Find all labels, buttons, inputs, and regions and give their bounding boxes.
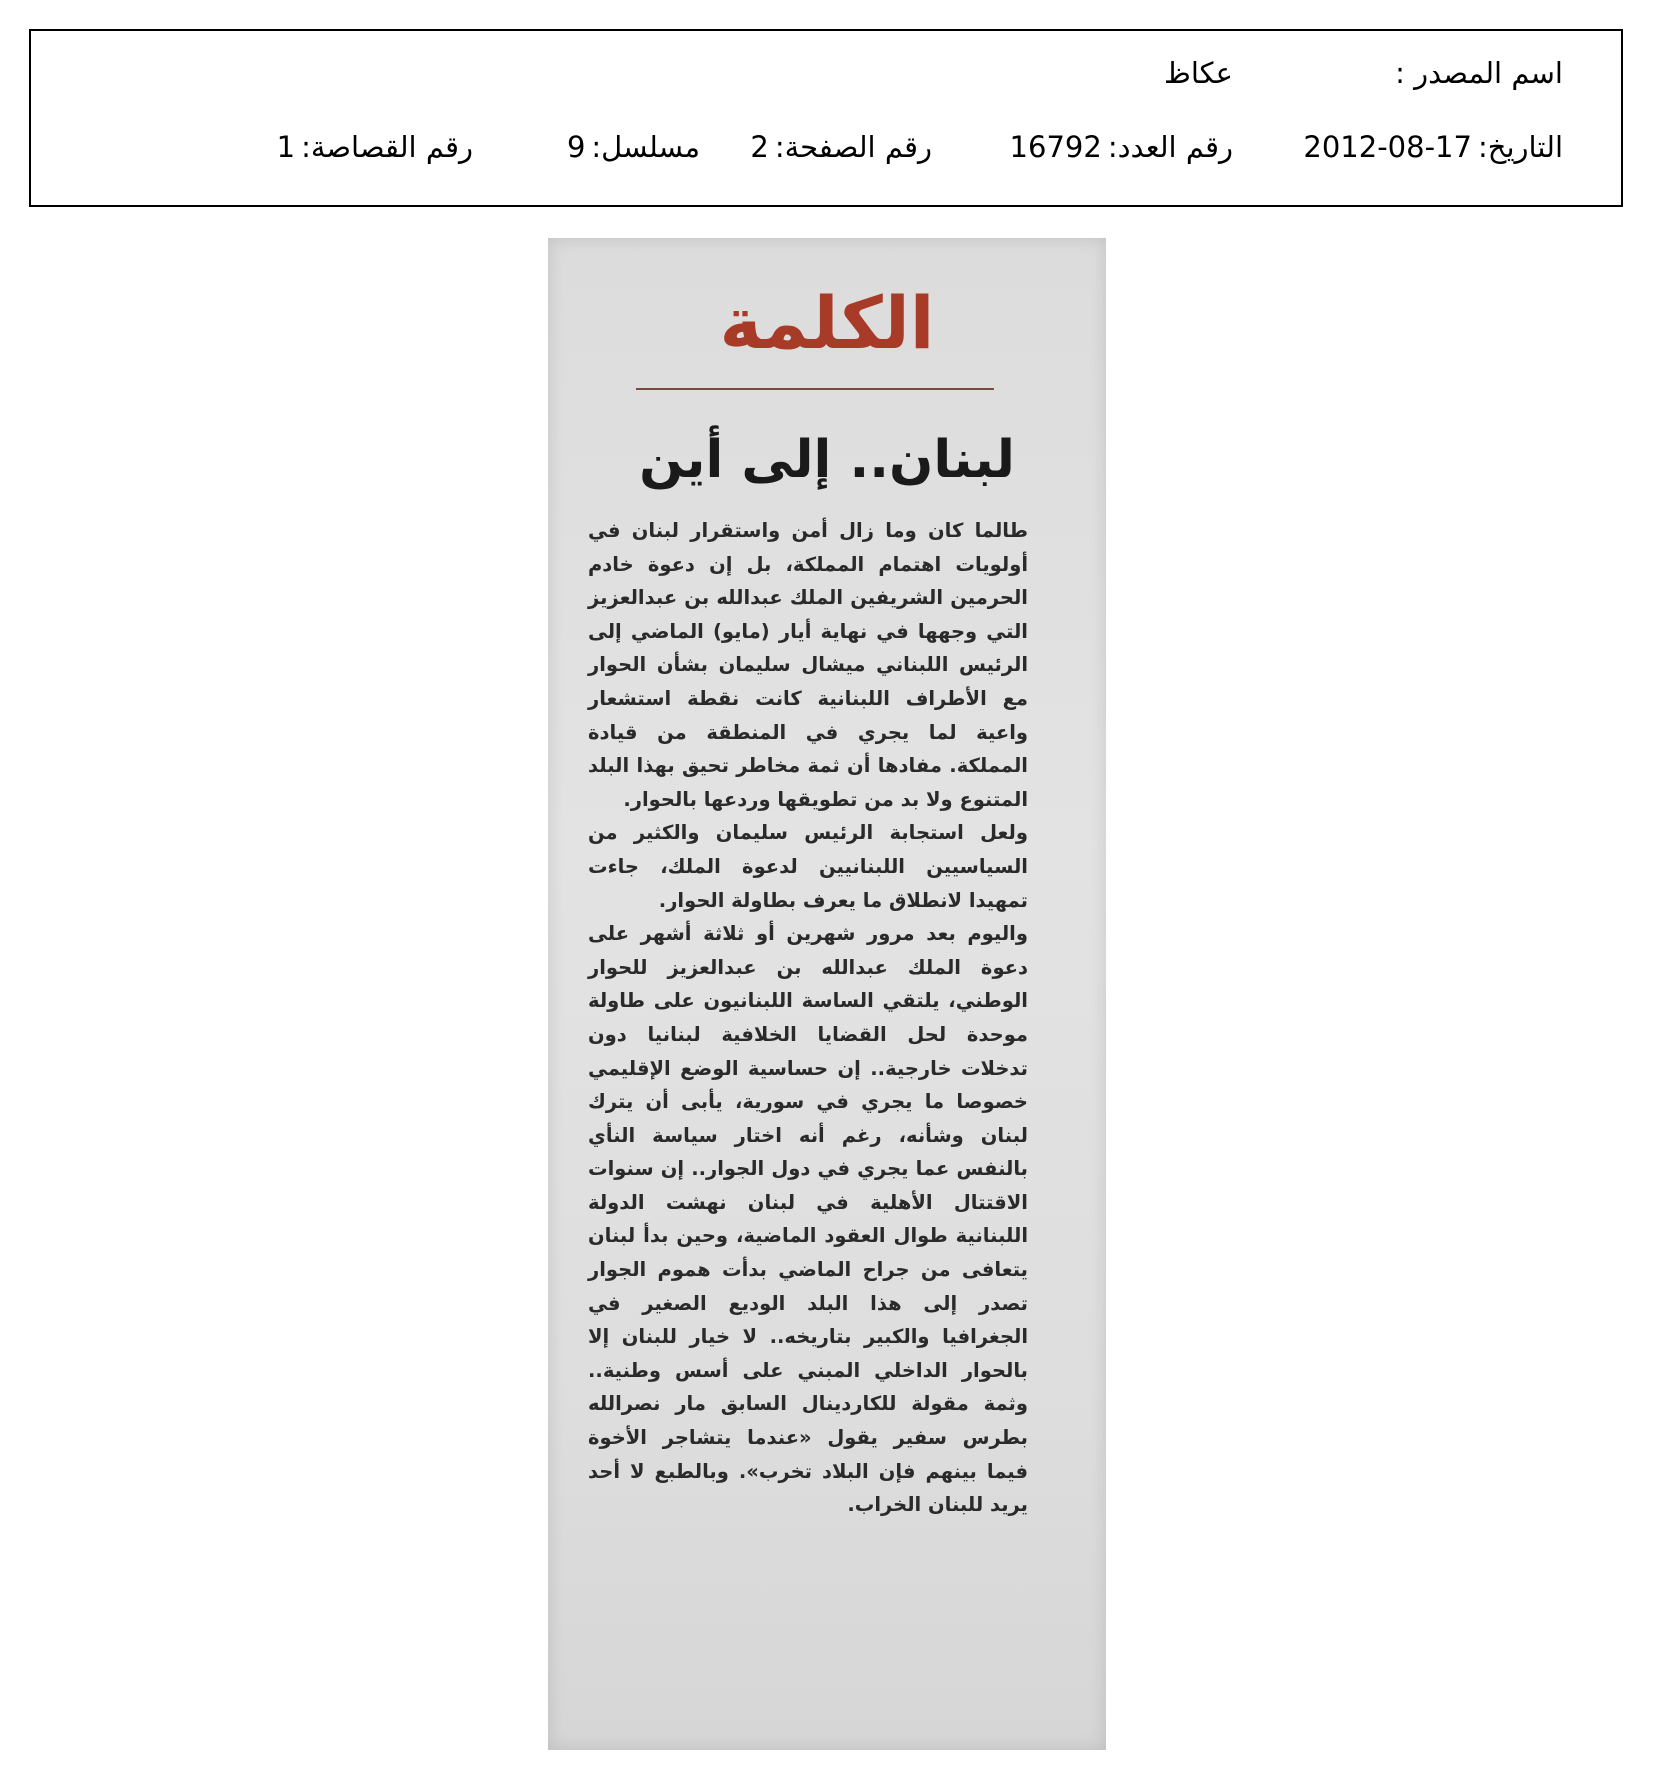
clip-label: رقم القصاصة: [301, 130, 473, 164]
serial-label: مسلسل: [591, 130, 700, 164]
article-paragraph: طالما كان وما زال أمن واستقرار لبنان في أولويات اهتمام المملكة، بل إن دعوة خادم الحرمين الشريفين الملك عبدالله بن عبدالعزيز التي وجهها في نهاية أيار (مايو) الماضي إلى الرئيس اللبناني ميشال سليمان بشأن الحوار مع الأطراف اللبنانية كانت نقطة استشعار واعية لما يجري في المنطقة من قيادة المملكة. مفادها أن ثمة مخاطر تحيق بهذا البلد المتنوع ولا بد من تطويقها وردعها بالحوار. [588, 519, 1028, 811]
page-field [750, 127, 932, 167]
page-label: رقم الصفحة: [774, 130, 932, 164]
source-value: عكاظ [1164, 56, 1233, 90]
serial-value: 9 [566, 130, 586, 164]
issue-label: رقم العدد: [1107, 130, 1233, 164]
date-field [1303, 127, 1563, 167]
newspaper-clipping [548, 238, 1106, 1750]
date-label: التاريخ: [1477, 130, 1563, 164]
source-label: اسم المصدر : [1395, 56, 1563, 90]
clipping-metadata-box [29, 29, 1623, 207]
issue-field [1010, 127, 1233, 167]
serial-field [567, 127, 700, 167]
article-paragraph: ولعل استجابة الرئيس سليمان والكثير من السياسيين اللبنانيين لدعوة الملك، جاءت تمهيدا لانطلاق ما يعرف بطاولة الحوار. [588, 821, 1028, 912]
column-logo: الكلمة [719, 281, 935, 365]
issue-value: 16792 [1009, 130, 1102, 164]
article-paragraph: واليوم بعد مرور شهرين أو ثلاثة أشهر على دعوة الملك عبدالله بن عبدالعزيز للحوار الوطني، يلتقي الساسة اللبنانيون على طاولة موحدة لحل القضايا الخلافية لبنانيا دون تدخلات خارجية.. إن حساسية الوضع الإقليمي خصوصا ما يجري في سورية، يأبى أن يترك لبنان وشأنه، رغم أنه اختار سياسة النأي بالنفس عما يجري في دول الجوار.. إن سنوات الاقتتال الأهلية في لبنان نهشت الدولة اللبنانية طوال العقود الماضية، وحين بدأ لبنان يتعافى من جراح الماضي بدأت هموم الجوار تصدر إلى هذا البلد الوديع الصغير في الجغرافيا والكبير بتاريخه.. لا خيار للبنان إلا بالحوار الداخلي المبني على أسس وطنية.. وثمة مقولة للكاردينال السابق مار نصرالله بطرس سفير يقول «عندما يتشاجر الأخوة فيما بينهم فإن البلاد تخرب». وبالطبع لا أحد يريد للبنان الخراب. [588, 922, 1028, 1517]
clip-value: 1 [276, 130, 296, 164]
article-headline: لبنان.. إلى أين [639, 430, 1015, 490]
clip-field [277, 127, 473, 167]
article-body [588, 514, 1028, 1522]
page-value: 2 [750, 130, 769, 164]
date-value: 2012-08-17 [1303, 130, 1472, 164]
title-divider [636, 388, 994, 390]
